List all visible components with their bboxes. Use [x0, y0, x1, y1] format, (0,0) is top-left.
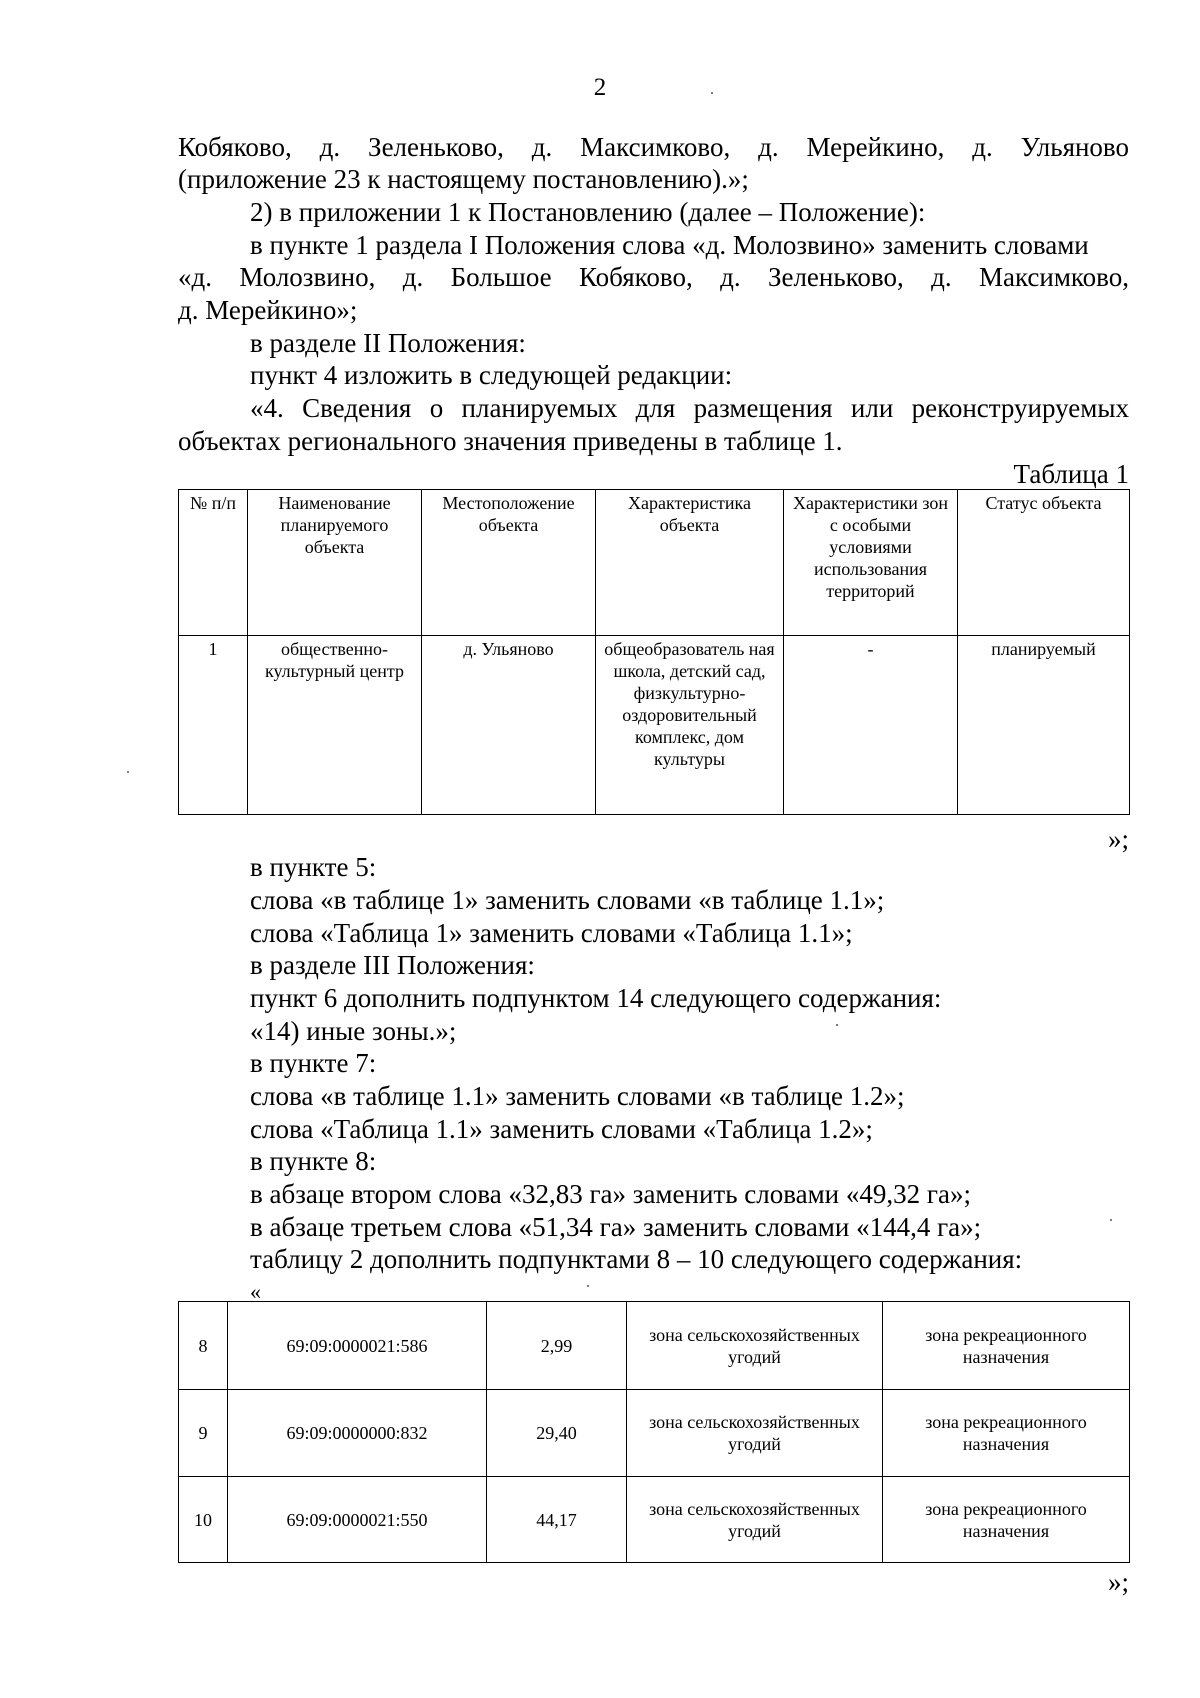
list-item: таблицу 2 дополнить подпунктами 8 – 10 следующего содержания:	[250, 1244, 1023, 1274]
scan-speck	[587, 1285, 589, 1287]
table-cell: 44,17	[487, 1477, 627, 1563]
table-row	[179, 636, 1130, 815]
list-item: слова «в таблице 1» заменить словами «в таблице 1.1»;	[250, 885, 885, 915]
paragraph-line: объектах регионального значения приведены в таблице 1.	[178, 426, 843, 456]
paragraph-line: 2) в приложении 1 к Постановлению (далее – Положение):	[250, 197, 926, 227]
header-cell: № п/п	[179, 490, 248, 636]
list-item: в абзаце третьем слова «51,34 га» заменить словами «144,4 га»;	[250, 1212, 982, 1242]
table-cell: планируемый	[958, 636, 1130, 815]
list-item: пункт 6 дополнить подпунктом 14 следующего содержания:	[250, 983, 942, 1013]
list-item: в пункте 7:	[250, 1048, 377, 1078]
list-item: в абзаце втором слова «32,83 га» заменить словами «49,32 га»;	[250, 1179, 971, 1209]
table-cell: зона рекреационного назначения	[883, 1302, 1130, 1390]
closing-quote: »;	[1107, 1567, 1129, 1597]
table-1	[178, 489, 1130, 815]
table-cell: 8	[179, 1302, 228, 1390]
paragraph-line: (приложение 23 к настоящему постановлению).»;	[178, 164, 749, 194]
list-item: слова «в таблице 1.1» заменить словами «в таблице 1.2»;	[250, 1081, 905, 1111]
table-cell: зона сельскохозяйственных угодий	[627, 1477, 883, 1563]
table-2	[178, 1301, 1130, 1563]
paragraph-line: «4. Сведения о планируемых для размещения или реконструируемых	[250, 393, 1129, 423]
table-header-row	[179, 490, 1130, 636]
table-cell: общественно-культурный центр	[248, 636, 422, 815]
table-cell: 69:09:0000000:832	[228, 1390, 487, 1477]
list-item: «	[250, 1279, 261, 1304]
table-cell: д. Ульяново	[422, 636, 596, 815]
scan-speck	[1110, 1219, 1112, 1221]
table-cell: зона рекреационного назначения	[883, 1390, 1130, 1477]
table-cell: общеобразователь ная школа, детский сад, физкультурно-оздоровительный комплекс, дом культуры	[596, 636, 784, 815]
table-cell: зона сельскохозяйственных угодий	[627, 1390, 883, 1477]
header-cell: Характеристика объекта	[596, 490, 784, 636]
table-cell: 9	[179, 1390, 228, 1477]
scan-speck	[836, 1024, 838, 1026]
page-number: 2	[593, 74, 607, 101]
table-row	[179, 1302, 1130, 1390]
table-cell: зона рекреационного назначения	[883, 1477, 1130, 1563]
paragraph-line: д. Мерейкино»;	[178, 295, 358, 325]
table-cell: -	[784, 636, 958, 815]
paragraph-line: пункт 4 изложить в следующей редакции:	[250, 360, 733, 390]
list-item: в пункте 8:	[250, 1146, 377, 1176]
paragraph-line: Кобяково, д. Зеленьково, д. Максимково, д. Мерейкино, д. Ульяново	[178, 132, 1129, 162]
table-caption: Таблица 1	[1013, 459, 1129, 489]
table-cell: 1	[179, 636, 248, 815]
header-cell: Характеристики зон с особыми условиями использования территорий	[784, 490, 958, 636]
paragraph-line: «д. Молозвино, д. Большое Кобяково, д. Зеленьково, д. Максимково,	[178, 262, 1129, 292]
closing-quote: »;	[1107, 824, 1129, 854]
table-cell: 29,40	[487, 1390, 627, 1477]
list-item: в пункте 5:	[250, 852, 377, 882]
list-item: «14) иные зоны.»;	[250, 1016, 457, 1046]
list-item: слова «Таблица 1» заменить словами «Таблица 1.1»;	[250, 918, 853, 948]
table-row	[179, 1477, 1130, 1563]
table-cell: зона сельскохозяйственных угодий	[627, 1302, 883, 1390]
header-cell: Местоположение объекта	[422, 490, 596, 636]
header-cell: Наименование планируемого объекта	[248, 490, 422, 636]
header-cell: Статус объекта	[958, 490, 1130, 636]
paragraph-line: в разделе II Положения:	[250, 328, 526, 358]
table-cell: 10	[179, 1477, 228, 1563]
table-cell: 69:09:0000021:550	[228, 1477, 487, 1563]
scan-speck	[127, 771, 129, 773]
table-cell: 2,99	[487, 1302, 627, 1390]
table-row	[179, 1390, 1130, 1477]
scan-speck	[711, 92, 713, 94]
table-cell: 69:09:0000021:586	[228, 1302, 487, 1390]
list-item: слова «Таблица 1.1» заменить словами «Таблица 1.2»;	[250, 1114, 873, 1144]
paragraph-line: в пункте 1 раздела I Положения слова «д. Молозвино» заменить словами	[250, 230, 1089, 260]
list-item: в разделе III Положения:	[250, 950, 535, 980]
